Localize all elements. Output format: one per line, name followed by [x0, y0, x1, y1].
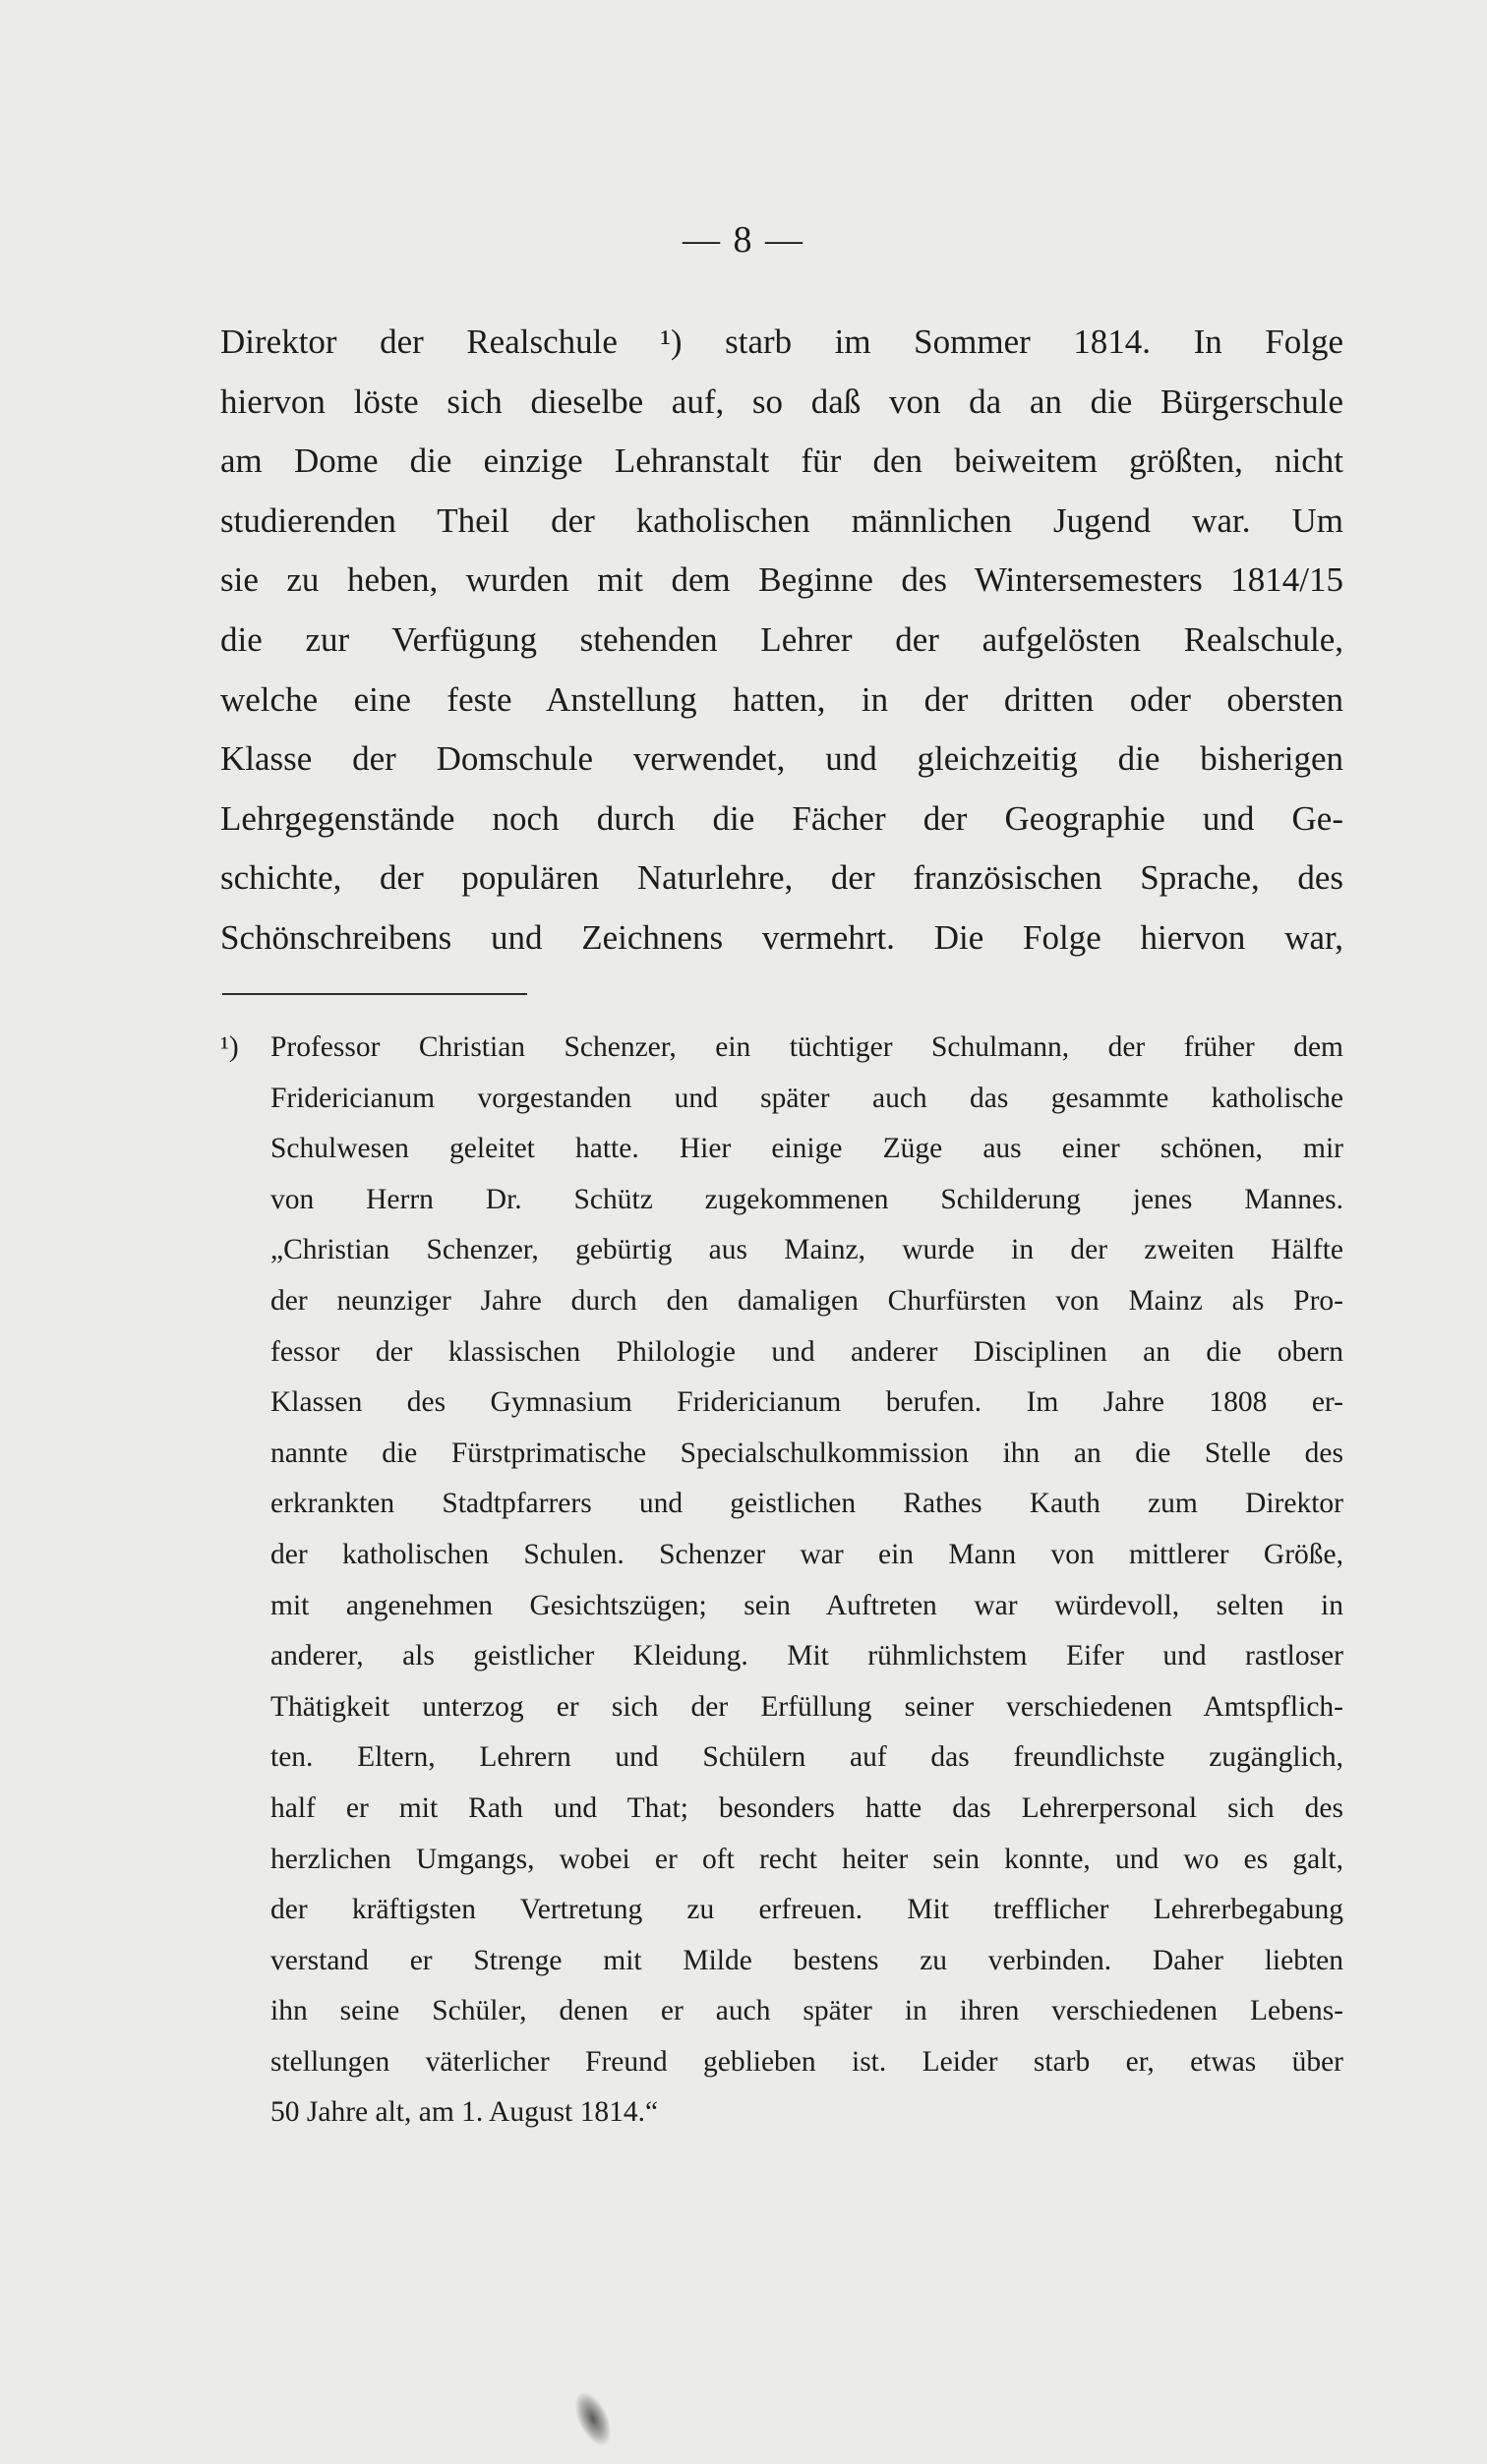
text-line: Direktor der Realschule ¹) starb im Sommer 1814. In Folge	[220, 323, 1343, 361]
footnote-line-text: der neunziger Jahre durch den damaligen Churfürsten von Mainz als Pro-	[270, 1284, 1343, 1317]
footnote-line-text: erkrankten Stadtpfarrers und geistlichen Rathes Kauth zum Direktor	[270, 1488, 1343, 1520]
footnote-line-text: Thätigkeit unterzog er sich der Erfüllung seiner verschiedenen Amtspflich-	[270, 1690, 1343, 1723]
footnote-divider	[222, 993, 527, 995]
footnote-line-text: ihn seine Schüler, denen er auch später in ihren verschiedenen Lebens-	[270, 1995, 1343, 2027]
text-line: hiervon löste sich dieselbe auf, so daß von da an die Bürgerschule	[220, 381, 1343, 421]
footnote-line	[220, 1225, 1343, 1276]
footnote-line-text: 50 Jahre alt, am 1. August 1814.“	[270, 2096, 659, 2129]
footnote-line	[220, 1732, 1343, 1784]
footnote-line-text: herzlichen Umgangs, wobei er oft recht heiter sein konnte, und wo es galt,	[270, 1843, 1343, 1875]
footnote-line-text: der katholischen Schulen. Schenzer war ein Mann von mittlerer Größe,	[270, 1538, 1343, 1570]
footnote-line-text: fessor der klassischen Philologie und anderer Disciplinen an die obern	[270, 1335, 1343, 1368]
footnote	[220, 1023, 1343, 2139]
footnote-line	[220, 1378, 1343, 1429]
footnote-line-text: Fridericianum vorgestanden und später auch das gesammte katholische	[270, 1082, 1343, 1114]
text-line: welche eine feste Anstellung hatten, in der dritten oder obersten	[220, 679, 1343, 719]
footnote-line-text: von Herrn Dr. Schütz zugekommenen Schilderung jenes Mannes.	[270, 1183, 1343, 1215]
text-line: Lehrgegenstände noch durch die Fächer der Geographie und Ge-	[220, 798, 1343, 838]
footnote-line	[220, 1631, 1343, 1682]
footnote-line	[220, 1074, 1343, 1125]
footnote-line	[220, 1530, 1343, 1581]
footnote-line-text: half er mit Rath und That; besonders hatte das Lehrerpersonal sich des	[270, 1791, 1343, 1824]
footnote-line-text: Professor Christian Schenzer, ein tüchtiger Schulmann, der früher dem	[270, 1031, 1343, 1063]
footnote-line	[220, 2087, 1343, 2139]
footnote-line	[220, 1784, 1343, 1835]
footnote-line-text: Klassen des Gymnasium Fridericianum berufen. Im Jahre 1808 er-	[270, 1386, 1343, 1419]
footnote-line	[220, 1885, 1343, 1936]
footnote-line-text: Schulwesen geleitet hatte. Hier einige Züge aus einer schönen, mir	[270, 1133, 1343, 1165]
footnote-line-text: verstand er Strenge mit Milde bestens zu verbinden. Daher liebten	[270, 1944, 1343, 1976]
main-text	[220, 313, 1343, 968]
footnote-line-text: nannte die Fürstprimatische Specialschulkommission ihn an die Stelle des	[270, 1437, 1343, 1469]
footnote-line	[220, 1936, 1343, 1987]
text-line: schichte, der populären Naturlehre, der französischen Sprache, des	[220, 858, 1343, 898]
footnote-line	[220, 1682, 1343, 1733]
footnote-line	[220, 1175, 1343, 1226]
footnote-line-text: mit angenehmen Gesichtszügen; sein Auftreten war würdevoll, selten in	[270, 1589, 1343, 1621]
footnote-line-text: stellungen väterlicher Freund geblieben ist. Leider starb er, etwas über	[270, 2045, 1343, 2078]
footnote-line	[220, 1124, 1343, 1175]
text-line: Klasse der Domschule verwendet, und gleichzeitig die bisherigen	[220, 739, 1343, 779]
page-number: — 8 —	[683, 219, 804, 261]
footnote-line	[220, 1327, 1343, 1379]
text-line: sie zu heben, wurden mit dem Beginne des Wintersemesters 1814/15	[220, 560, 1343, 600]
footnote-line	[220, 1429, 1343, 1480]
ink-smudge	[567, 2385, 620, 2451]
footnote-marker: ¹)	[220, 1031, 239, 1063]
footnote-line	[220, 2037, 1343, 2088]
footnote-line-text: anderer, als geistlicher Kleidung. Mit rühmlichstem Eifer und rastloser	[270, 1640, 1343, 1672]
text-line: studierenden Theil der katholischen männlichen Jugend war. Um	[220, 500, 1343, 540]
footnote-line	[220, 1986, 1343, 2037]
footnote-line-text: „Christian Schenzer, gebürtig aus Mainz, wurde in der zweiten Hälfte	[270, 1234, 1343, 1266]
footnote-line-text: der kräftigsten Vertretung zu erfreuen. Mit trefflicher Lehrerbegabung	[270, 1894, 1343, 1926]
text-line: am Dome die einzige Lehranstalt für den beiweitem größten, nicht	[220, 441, 1343, 481]
footnote-line	[220, 1479, 1343, 1530]
footnote-line	[220, 1276, 1343, 1327]
text-line: Schönschreibens und Zeichnens vermehrt. Die Folge hiervon war,	[220, 917, 1343, 957]
footnote-line	[220, 1023, 1343, 1074]
footnote-line	[220, 1835, 1343, 1886]
text-line: die zur Verfügung stehenden Lehrer der aufgelösten Realschule,	[220, 619, 1343, 659]
footnote-line-text: ten. Eltern, Lehrern und Schülern auf das freundlichste zugänglich,	[270, 1741, 1343, 1774]
footnote-line	[220, 1581, 1343, 1632]
